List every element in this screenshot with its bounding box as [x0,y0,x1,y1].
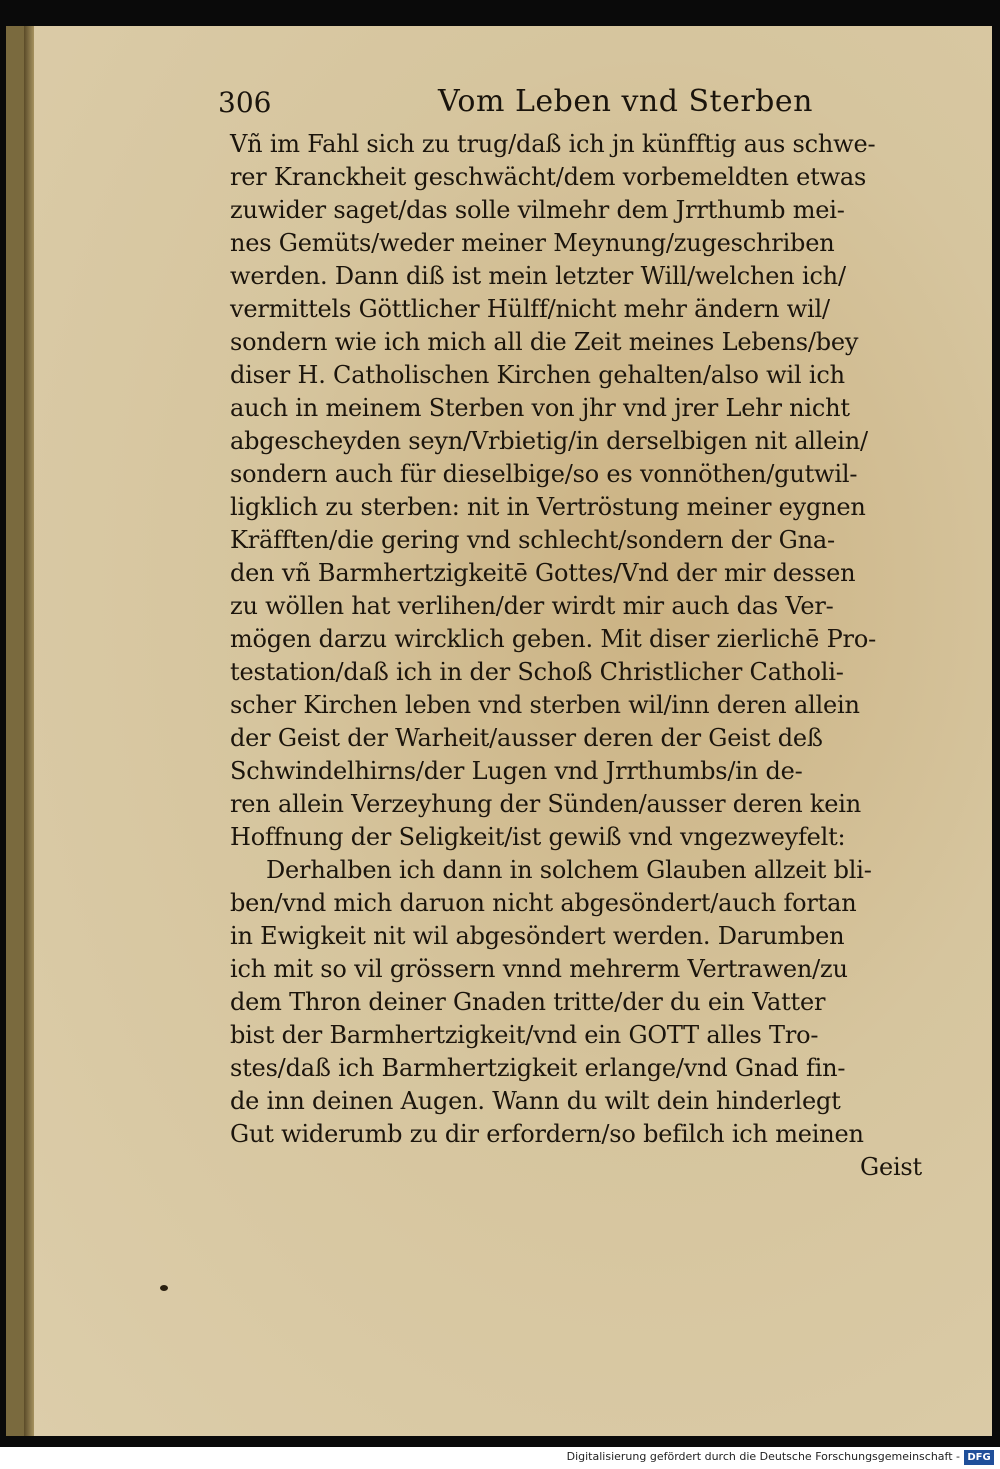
text-line: Schwindelhirns/der Lugen vnd Jrrthumbs/in de- [230,757,803,785]
body-text [230,128,930,1184]
text-line: Derhalben ich dann in solchem Glauben allzeit bli- [266,856,872,884]
text-line: Gut widerumb zu dir erfordern/so befilch ich meinen [230,1120,864,1148]
text-line: auch in meinem Sterben von jhr vnd jrer Lehr nicht [230,394,850,422]
text-line: abgescheyden seyn/Vrbietig/in derselbigen nit allein/ [230,427,868,455]
text-line: zuwider saget/das solle vilmehr dem Jrrthumb mei- [230,196,845,224]
text-line: ren allein Verzeyhung der Sünden/ausser deren kein [230,790,862,818]
text-line: sondern auch für dieselbige/so es vonnöthen/gutwil- [230,460,858,488]
text-line: sondern wie ich mich all die Zeit meines Lebens/bey [230,328,859,356]
text-line: Vñ im Fahl sich zu trug/daß ich jn künfftig aus schwe- [230,130,876,158]
text-line: vermittels Göttlicher Hülff/nicht mehr ändern wil/ [230,295,830,323]
text-line: zu wöllen hat verlihen/der wirdt mir auch das Ver- [230,592,834,620]
page-header [218,84,938,126]
text-line: Hoffnung der Seligkeit/ist gewiß vnd vngezweyfelt: [230,823,846,851]
text-line: Kräfften/die gering vnd schlecht/sondern der Gna- [230,526,835,554]
text-line: ich mit so vil grössern vnnd mehrerm Vertrawen/zu [230,955,848,983]
text-line: mögen darzu wircklich geben. Mit diser zierlichē Pro- [230,625,876,653]
dfg-logo-icon: DFG [964,1450,994,1465]
text-line: werden. Dann diß ist mein letzter Will/welchen ich/ [230,262,846,290]
ink-spot [160,1285,168,1291]
text-line: ben/vnd mich daruon nicht abgesöndert/auch fortan [230,889,857,917]
text-line: bist der Barmhertzigkeit/vnd ein GOTT alles Tro- [230,1021,819,1049]
text-line: ligklich zu sterben: nit in Vertröstung meiner eygnen [230,493,866,521]
text-line: dem Thron deiner Gnaden tritte/der du ein Vatter [230,988,826,1016]
text-line: der Geist der Warheit/ausser deren der Geist deß [230,724,823,752]
text-line: diser H. Catholischen Kirchen gehalten/also wil ich [230,361,845,389]
text-line: stes/daß ich Barmhertzigkeit erlange/vnd Gnad fin- [230,1054,846,1082]
running-head: Vom Leben vnd Sterben [438,84,813,119]
text-line: nes Gemüts/weder meiner Meynung/zugeschriben [230,229,835,257]
text-line: scher Kirchen leben vnd sterben wil/inn deren allein [230,691,860,719]
text-line: in Ewigkeit nit wil abgesöndert werden. Darumben [230,922,845,950]
text-line: den vñ Barmhertzigkeitē Gottes/Vnd der mir dessen [230,559,856,587]
text-line: rer Kranckheit geschwächt/dem vorbemeldten etwas [230,163,867,191]
text-line: de inn deinen Augen. Wann du wilt dein hinderlegt [230,1087,841,1115]
page-number: 306 [218,86,272,119]
footer-bar [0,1447,1000,1469]
catchword: Geist [859,1153,922,1181]
funding-credit: Digitalisierung gefördert durch die Deutsche Forschungsgemeinschaft - [566,1450,960,1463]
text-line: testation/daß ich in der Schoß Christlicher Catholi- [230,658,844,686]
